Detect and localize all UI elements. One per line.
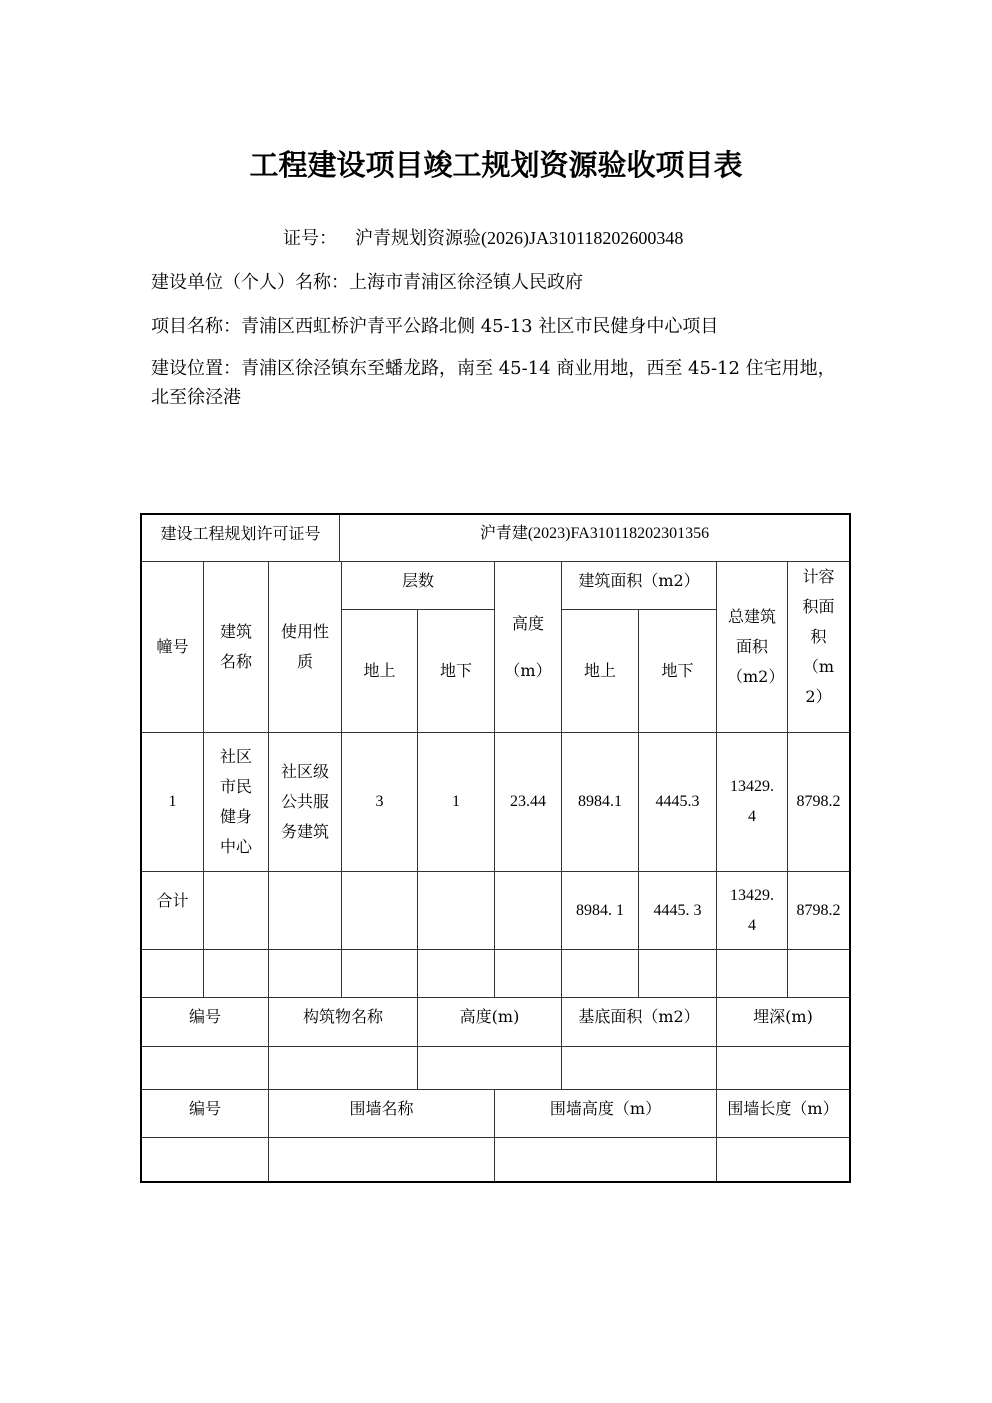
header-floors: 层数	[342, 562, 495, 610]
walls-empty-cell	[269, 1138, 495, 1181]
total-empty-usage	[269, 872, 342, 950]
structures-header-height: 高度(m)	[418, 998, 562, 1047]
structures-header-no: 编号	[142, 998, 269, 1047]
total-area-above: 8984. 1	[562, 872, 639, 950]
empty-cell	[788, 950, 849, 998]
walls-empty-cell	[717, 1138, 849, 1181]
header-area-above: 地上	[562, 610, 639, 733]
location-line	[151, 354, 841, 412]
cell-total-area: 13429.4	[717, 733, 788, 872]
total-total-area: 13429.4	[717, 872, 788, 950]
cell-bldg-no: 1	[142, 733, 204, 872]
total-empty-height	[495, 872, 562, 950]
header-usage: 使用性质	[269, 562, 342, 733]
cell-floors-above: 3	[342, 733, 418, 872]
total-label: 合计	[142, 872, 204, 950]
walls-empty-cell	[495, 1138, 717, 1181]
structures-header-name: 构筑物名称	[269, 998, 418, 1047]
total-empty-floors-above	[342, 872, 418, 950]
header-floors-above: 地上	[342, 610, 418, 733]
cell-usage: 社区级公共服务建筑	[269, 733, 342, 872]
empty-cell	[495, 950, 562, 998]
certificate-line	[283, 224, 683, 250]
total-area-below: 4445. 3	[639, 872, 717, 950]
total-far-area: 8798.2	[788, 872, 849, 950]
walls-header-height: 围墙高度（m）	[495, 1090, 717, 1138]
page-title: 工程建设项目竣工规划资源验收项目表	[249, 148, 743, 182]
location-value: 青浦区徐泾镇东至蟠龙路，南至 45-14 商业用地，西至 45-12 住宅用地，北至徐泾港	[151, 358, 836, 408]
header-bldg-no: 幢号	[142, 562, 204, 733]
project-label: 项目名称：	[151, 316, 241, 337]
certificate-number: 沪青规划资源验(2026)JA310118202600348	[355, 228, 684, 248]
header-area: 建筑面积（m2）	[562, 562, 717, 610]
header-far-area: 计容积面积（m2）	[788, 562, 849, 733]
total-empty-floors-below	[418, 872, 495, 950]
cell-height: 23.44	[495, 733, 562, 872]
project-line	[151, 312, 718, 338]
header-bldg-name: 建筑名称	[204, 562, 269, 733]
structures-header-base-area: 基底面积（m2）	[562, 998, 717, 1047]
structures-header-depth: 埋深(m)	[717, 998, 849, 1047]
structures-empty-cell	[717, 1047, 849, 1090]
total-empty-name	[204, 872, 269, 950]
walls-header-name: 围墙名称	[269, 1090, 495, 1138]
walls-header-length: 围墙长度（m）	[717, 1090, 849, 1138]
structures-empty-cell	[269, 1047, 418, 1090]
project-name: 青浦区西虹桥沪青平公路北侧 45-13 社区市民健身中心项目	[241, 316, 719, 337]
certificate-label: 证号：	[283, 228, 337, 249]
builder-name: 上海市青浦区徐泾镇人民政府	[349, 272, 583, 293]
structures-empty-cell	[418, 1047, 562, 1090]
empty-cell	[418, 950, 495, 998]
acceptance-table	[140, 513, 851, 1183]
walls-empty-cell	[142, 1138, 269, 1181]
empty-cell	[142, 950, 204, 998]
builder-line	[151, 268, 583, 294]
empty-cell	[269, 950, 342, 998]
header-height: 高度（m）	[495, 562, 562, 733]
header-floors-below: 地下	[418, 610, 495, 733]
structures-empty-cell	[562, 1047, 717, 1090]
header-area-below: 地下	[639, 610, 717, 733]
structures-empty-cell	[142, 1047, 269, 1090]
builder-label: 建设单位（个人）名称：	[151, 272, 349, 293]
cell-floors-below: 1	[418, 733, 495, 872]
walls-header-no: 编号	[142, 1090, 269, 1138]
cell-area-below: 4445.3	[639, 733, 717, 872]
empty-cell	[562, 950, 639, 998]
cell-area-above: 8984.1	[562, 733, 639, 872]
cell-bldg-name: 社区市民健身中心	[204, 733, 269, 872]
empty-cell	[717, 950, 788, 998]
header-total-area: 总建筑面积（m2）	[717, 562, 788, 733]
cell-far-area: 8798.2	[788, 733, 849, 872]
permit-label: 建设工程规划许可证号	[142, 515, 340, 562]
location-label: 建设位置：	[151, 358, 241, 379]
permit-value: 沪青建(2023)FA310118202301356	[340, 515, 849, 562]
empty-cell	[639, 950, 717, 998]
empty-cell	[204, 950, 269, 998]
empty-cell	[342, 950, 418, 998]
